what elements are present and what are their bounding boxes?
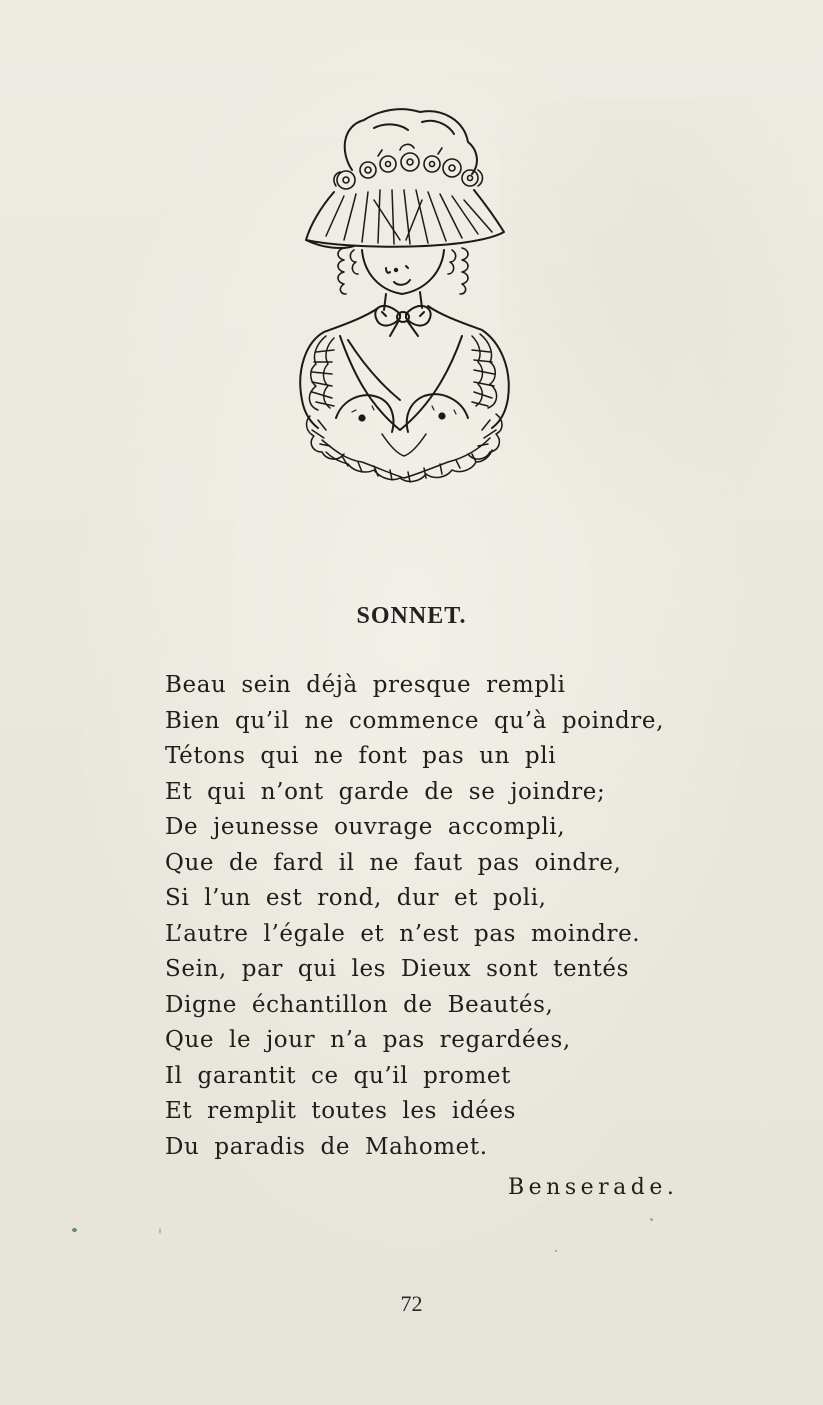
poem-line: Et remplit toutes les idées — [165, 1098, 517, 1124]
ink-speck — [72, 1228, 77, 1232]
poem-line: Que le jour n’a pas regardées, — [165, 1027, 571, 1053]
poem-line: Si l’un est rond, dur et poli, — [165, 885, 547, 911]
poem-title: SONNET. — [356, 603, 467, 629]
poem-author: Benserade. — [508, 1175, 679, 1200]
poem-line: Et qui n’ont garde de se joindre; — [165, 778, 606, 805]
poem-line: Que de fard il ne faut pas oindre, — [165, 849, 622, 876]
poem-line: Il garantit ce qu’il promet — [165, 1062, 511, 1089]
ink-speck — [650, 1218, 653, 1221]
poem-line: Sein, par qui les Dieux sont tentés — [165, 956, 630, 982]
poem-line: De jeunesse ouvrage accompli, — [165, 814, 566, 840]
poem-line: L’autre l’égale et n’est pas moindre. — [165, 920, 641, 947]
poem-body — [165, 668, 725, 1165]
woman-bonnet-illustration — [282, 100, 542, 490]
poem-line: Tétons qui ne font pas un pli — [165, 743, 557, 769]
page-number: 72 — [400, 1291, 423, 1316]
poem-line: Beau sein déjà presque rempli — [165, 672, 566, 698]
poem-line: Digne échantillon de Beautés, — [165, 991, 554, 1018]
poem-line: Du paradis de Mahomet. — [165, 1133, 488, 1160]
ink-speck — [159, 1228, 161, 1234]
poem-line: Bien qu’il ne commence qu’à poindre, — [165, 707, 665, 734]
ink-speck — [555, 1250, 557, 1252]
paper-bleed-through — [500, 100, 820, 560]
